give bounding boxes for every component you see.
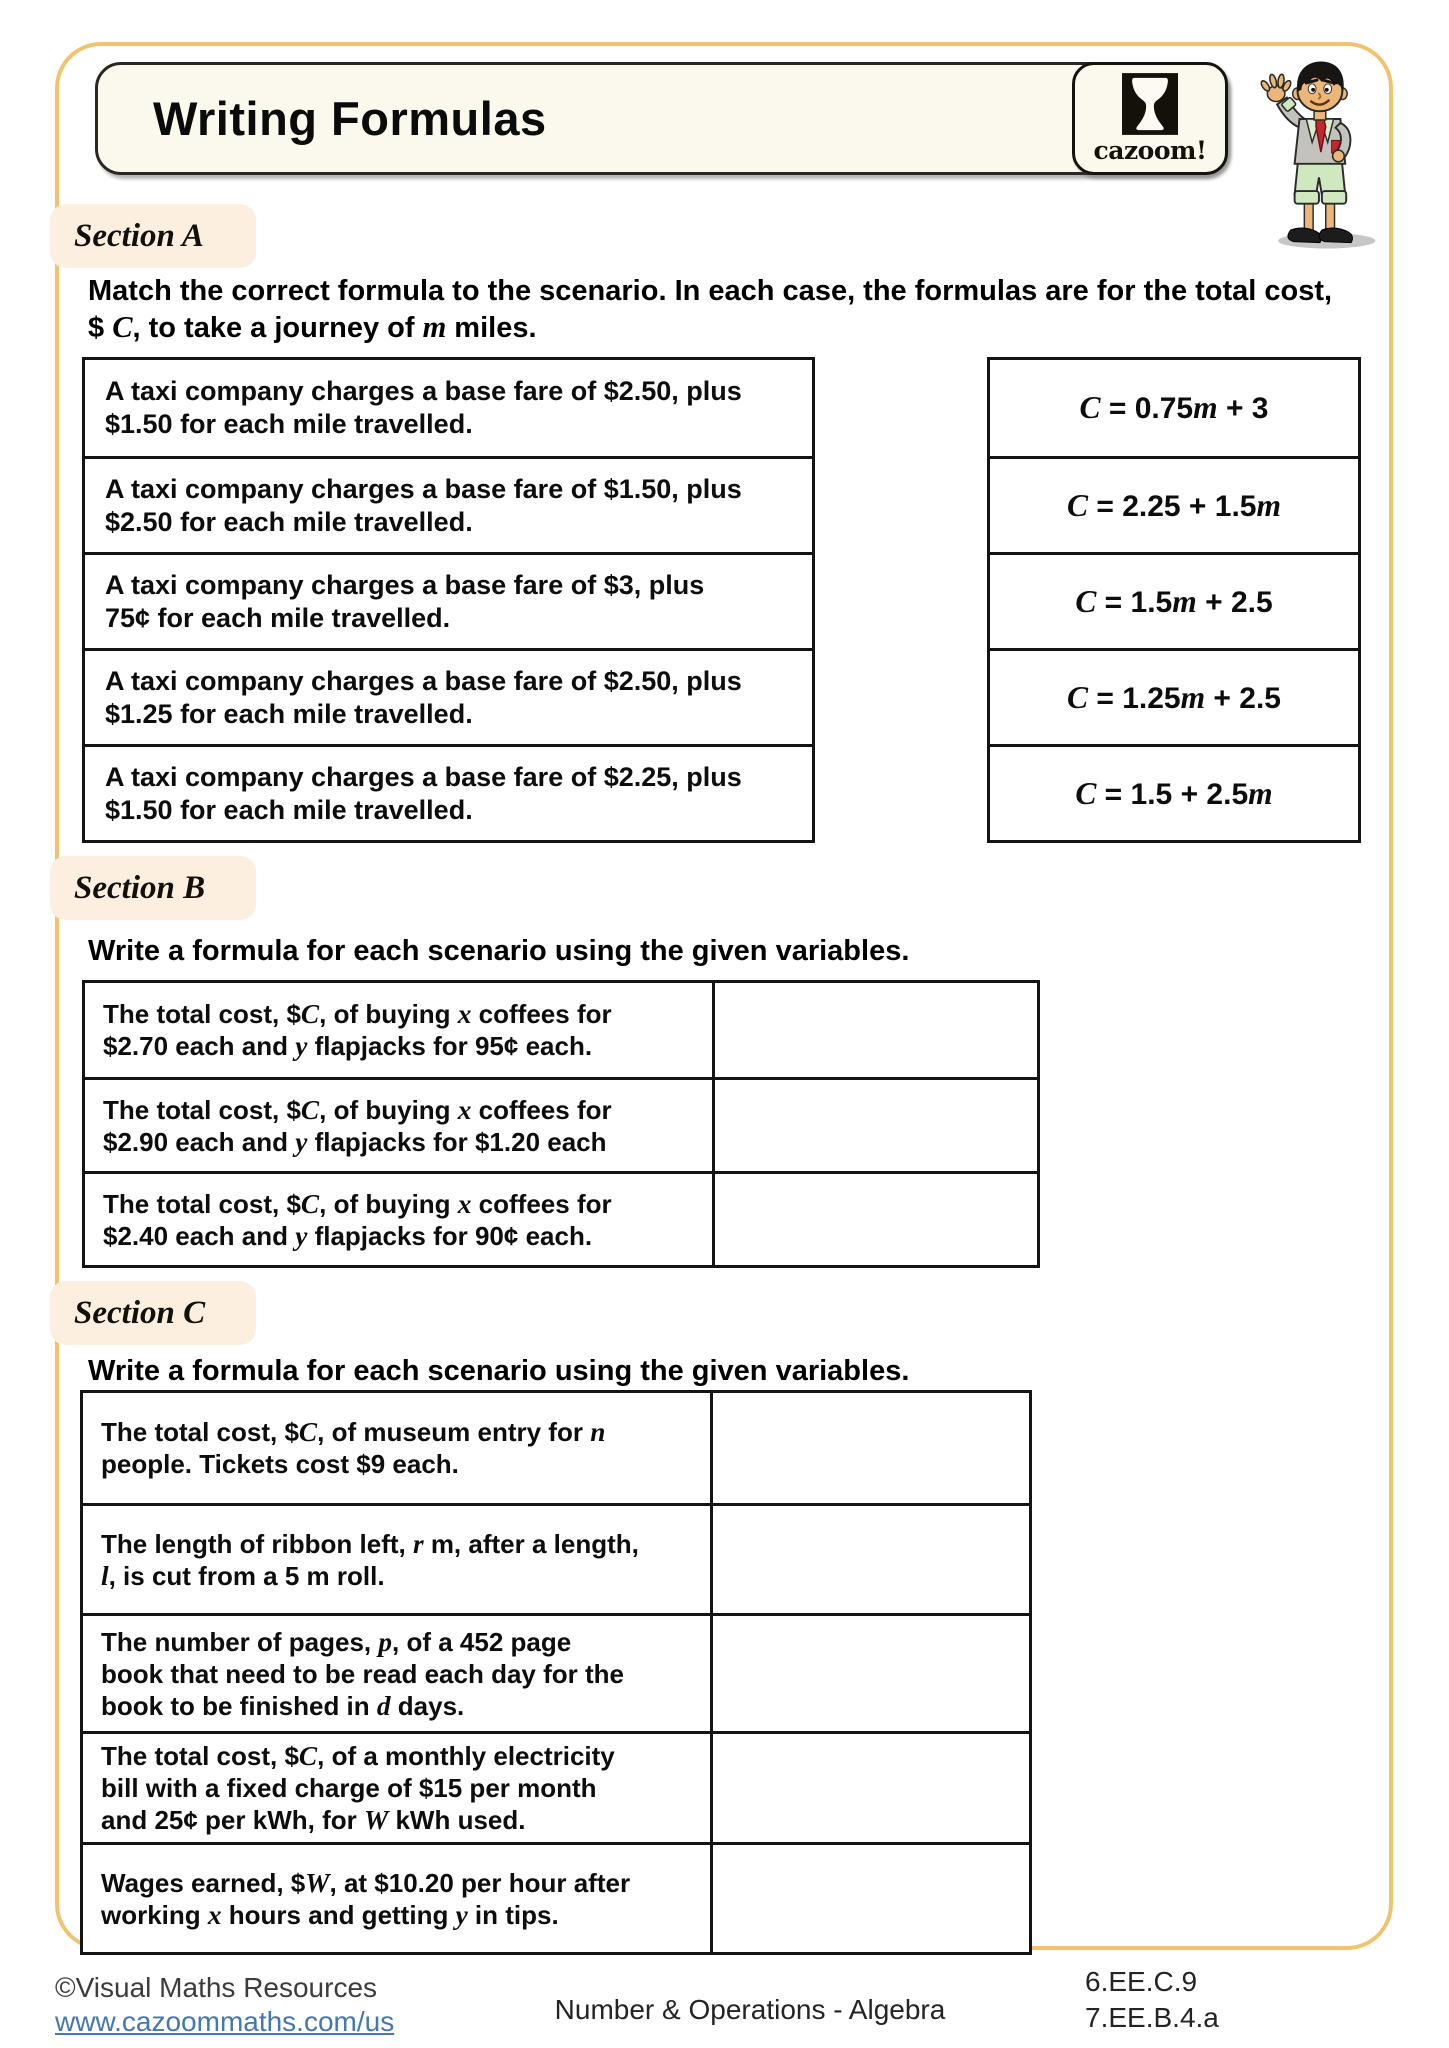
section-c-label: Section C	[50, 1281, 256, 1345]
footer-subject: Number & Operations - Algebra	[554, 1994, 946, 2025]
cazoom-logo	[1072, 62, 1228, 175]
section-b-instruction: Write a formula for each scenario using the given variables.	[88, 935, 910, 967]
section-c-table	[80, 1390, 1032, 1955]
section-b-label: Section B	[50, 856, 256, 920]
scenario-cell: A taxi company charges a base fare of $2.25, plus $1.50 for each mile travelled.	[85, 744, 812, 840]
footer-standards	[1085, 1964, 1219, 2036]
table-row	[85, 983, 1037, 1077]
formula-cell: C = 1.25m + 2.5	[990, 648, 1358, 744]
page-title: Writing Formulas	[153, 92, 547, 145]
student-character-illustration	[1243, 56, 1391, 256]
answer-cell	[715, 983, 1037, 1077]
section-a-instruction: Match the correct formula to the scenario. In each case, the formulas are for the total cost, $ C, to take a journey of m miles.	[88, 275, 1333, 344]
answer-cell	[713, 1845, 1029, 1952]
scenario-cell: A taxi company charges a base fare of $1.50, plus $2.50 for each mile travelled.	[85, 456, 812, 552]
formula-cell: C = 1.5 + 2.5m	[990, 744, 1358, 840]
copyright-text: ©Visual Maths Resources	[55, 1972, 378, 2003]
scenario-cell: Wages earned, $W, at $10.20 per hour after working x hours and getting y in tips.	[83, 1845, 713, 1952]
answer-cell	[713, 1734, 1029, 1842]
answer-cell	[713, 1506, 1029, 1613]
website-link[interactable]: www.cazoommaths.com/us	[55, 2006, 395, 2037]
section-b-table	[82, 980, 1040, 1268]
table-row	[85, 1077, 1037, 1171]
section-a-scenario-table	[82, 357, 815, 843]
footer-left	[55, 1971, 394, 2039]
cazoom-logo-text: cazoom!	[1093, 135, 1207, 165]
scenario-cell: The total cost, $C, of museum entry for n people. Tickets cost $9 each.	[83, 1393, 713, 1503]
section-a-label: Section A	[50, 204, 256, 268]
answer-cell	[713, 1616, 1029, 1731]
table-row	[83, 1731, 1029, 1842]
scenario-cell: The length of ribbon left, r m, after a length, l, is cut from a 5 m roll.	[83, 1506, 713, 1613]
table-row	[83, 1393, 1029, 1503]
section-a-formula-table	[987, 357, 1361, 843]
formula-cell: C = 0.75m + 3	[1079, 390, 1269, 425]
section-c-instruction: Write a formula for each scenario using the given variables.	[88, 1355, 910, 1387]
answer-cell	[713, 1393, 1029, 1503]
scenario-cell: The total cost, $C, of a monthly electricity bill with a fixed charge of $15 per month and 25¢ per kWh, for W kWh used.	[83, 1734, 713, 1842]
scenario-cell: The total cost, $C, of buying x coffees for $2.90 each and y flapjacks for $1.20 each	[85, 1080, 715, 1171]
table-row	[83, 1613, 1029, 1731]
table-row	[85, 1171, 1037, 1265]
scenario-cell: The total cost, $C, of buying x coffees for $2.70 each and y flapjacks for 95¢ each.	[85, 983, 715, 1077]
standard-code: 6.EE.C.9	[1085, 1966, 1198, 1997]
title-box	[95, 62, 1228, 175]
scenario-cell: A taxi company charges a base fare of $2.50, plus $1.25 for each mile travelled.	[85, 648, 812, 744]
cazoom-drum-icon	[1122, 73, 1178, 135]
formula-cell: C = 1.5m + 2.5	[990, 552, 1358, 648]
scenario-cell: The total cost, $C, of buying x coffees for $2.40 each and y flapjacks for 90¢ each.	[85, 1174, 715, 1265]
standard-code: 7.EE.B.4.a	[1085, 2002, 1219, 2033]
table-row	[83, 1842, 1029, 1952]
scenario-cell: The number of pages, p, of a 452 page book that need to be read each day for the book to be finished in d days.	[83, 1616, 713, 1731]
answer-cell	[715, 1174, 1037, 1265]
answer-cell	[715, 1080, 1037, 1171]
scenario-cell: A taxi company charges a base fare of $3, plus 75¢ for each mile travelled.	[85, 552, 812, 648]
table-row	[83, 1503, 1029, 1613]
formula-cell: C = 2.25 + 1.5m	[990, 456, 1358, 552]
scenario-cell: A taxi company charges a base fare of $2.50, plus $1.50 for each mile travelled.	[105, 376, 742, 439]
